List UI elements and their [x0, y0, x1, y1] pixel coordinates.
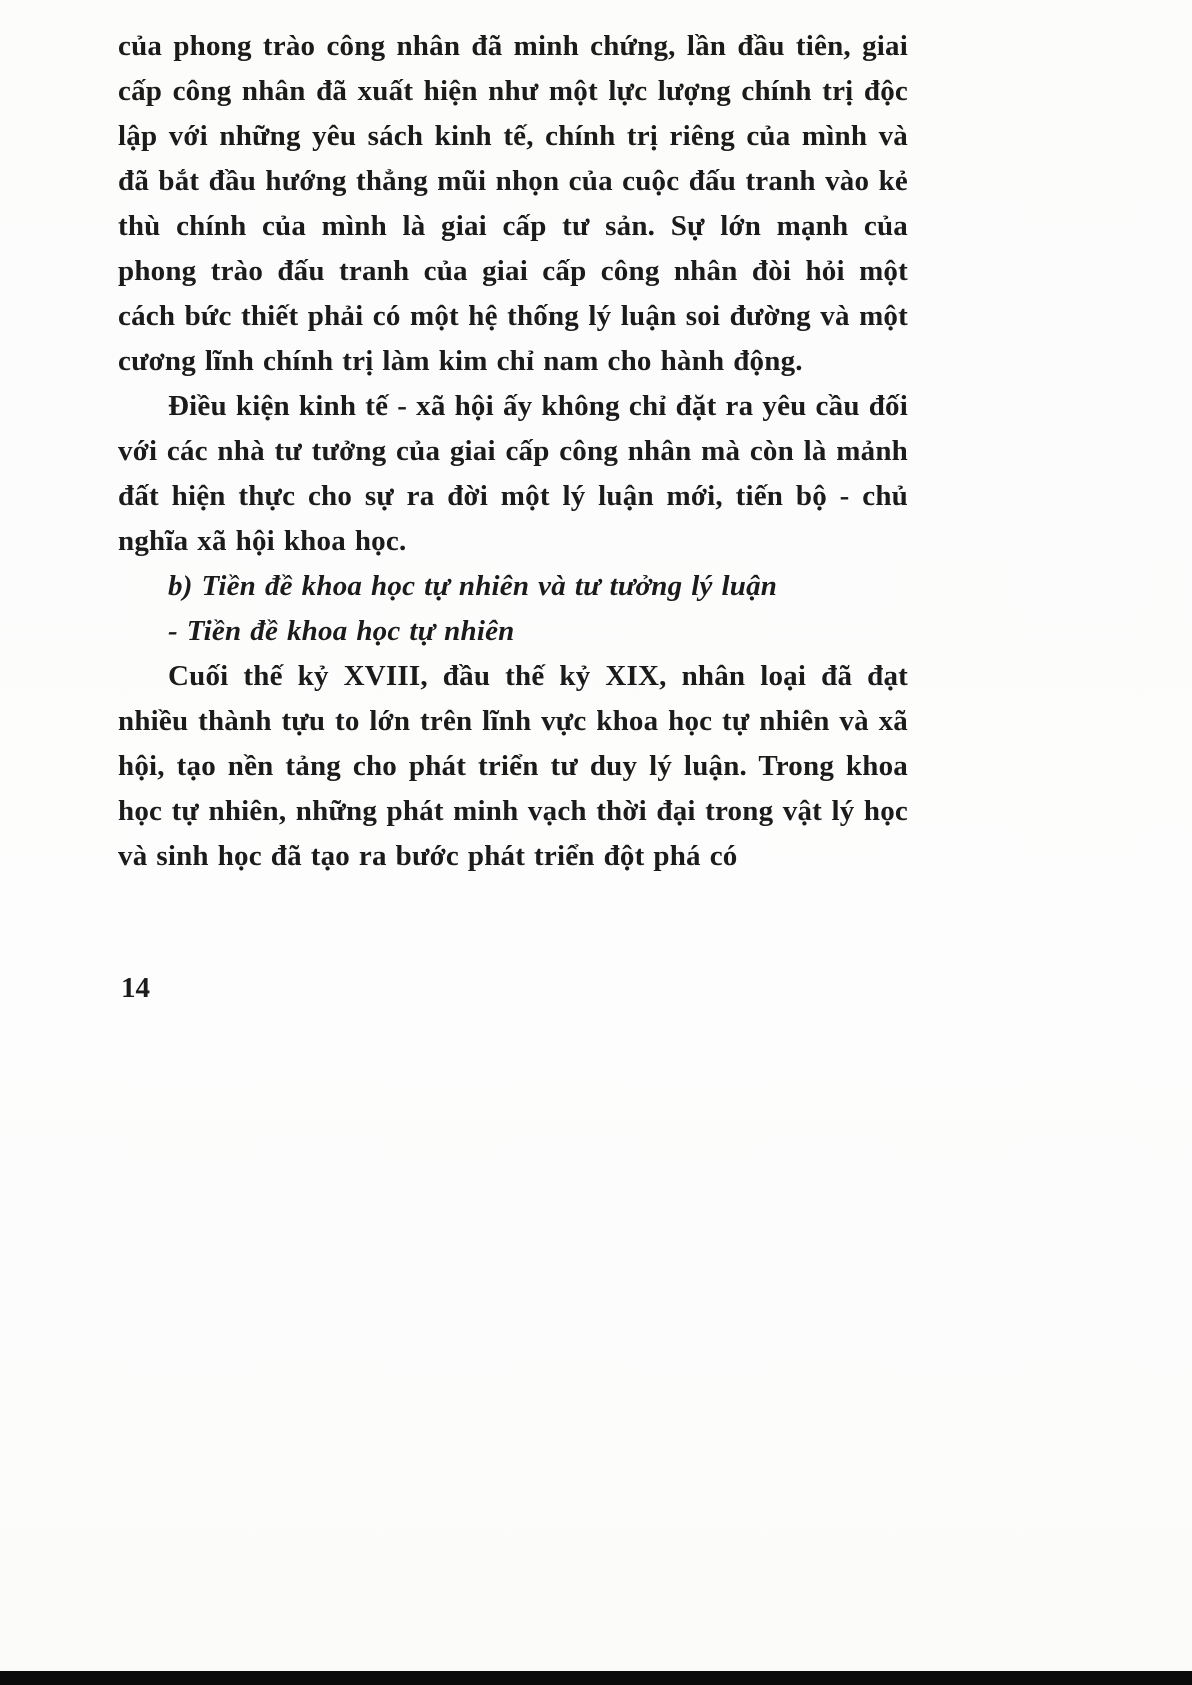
- section-heading: b) Tiền đề khoa học tự nhiên và tư tưởng lý luận: [168, 570, 778, 602]
- paragraph-continuation: của phong trào công nhân đã minh chứng, lần đầu tiên, giai cấp công nhân đã xuất hiện như một lực lượng chính trị độc lập với những yêu sách kinh tế, chính trị riêng của mình và đã bắt đầu hướng thẳng mũi nhọn của cuộc đấu tranh vào kẻ thù chính của mình là giai cấp tư sản. Sự lớn mạnh của phong trào đấu tranh của giai cấp công nhân đòi hỏi một cách bức thiết phải có một hệ thống lý luận soi đường và một cương lĩnh chính trị làm kim chỉ nam cho hành động.: [118, 30, 908, 377]
- page-number: 14: [121, 972, 150, 1004]
- scan-edge-bar: [0, 1671, 1192, 1685]
- section-subheading: - Tiền đề khoa học tự nhiên: [168, 615, 515, 647]
- text-block: [118, 24, 908, 879]
- paragraph: Điều kiện kinh tế - xã hội ấy không chỉ đặt ra yêu cầu đối với các nhà tư tưởng của giai cấp công nhân mà còn là mảnh đất hiện thực cho sự ra đời một lý luận mới, tiến bộ - chủ nghĩa xã hội khoa học.: [118, 390, 908, 557]
- paragraph: Cuối thế kỷ XVIII, đầu thế kỷ XIX, nhân loại đã đạt nhiều thành tựu to lớn trên lĩnh vực khoa học tự nhiên và xã hội, tạo nền tảng cho phát triển tư duy lý luận. Trong khoa học tự nhiên, những phát minh vạch thời đại trong vật lý học và sinh học đã tạo ra bước phát triển đột phá có: [118, 660, 908, 872]
